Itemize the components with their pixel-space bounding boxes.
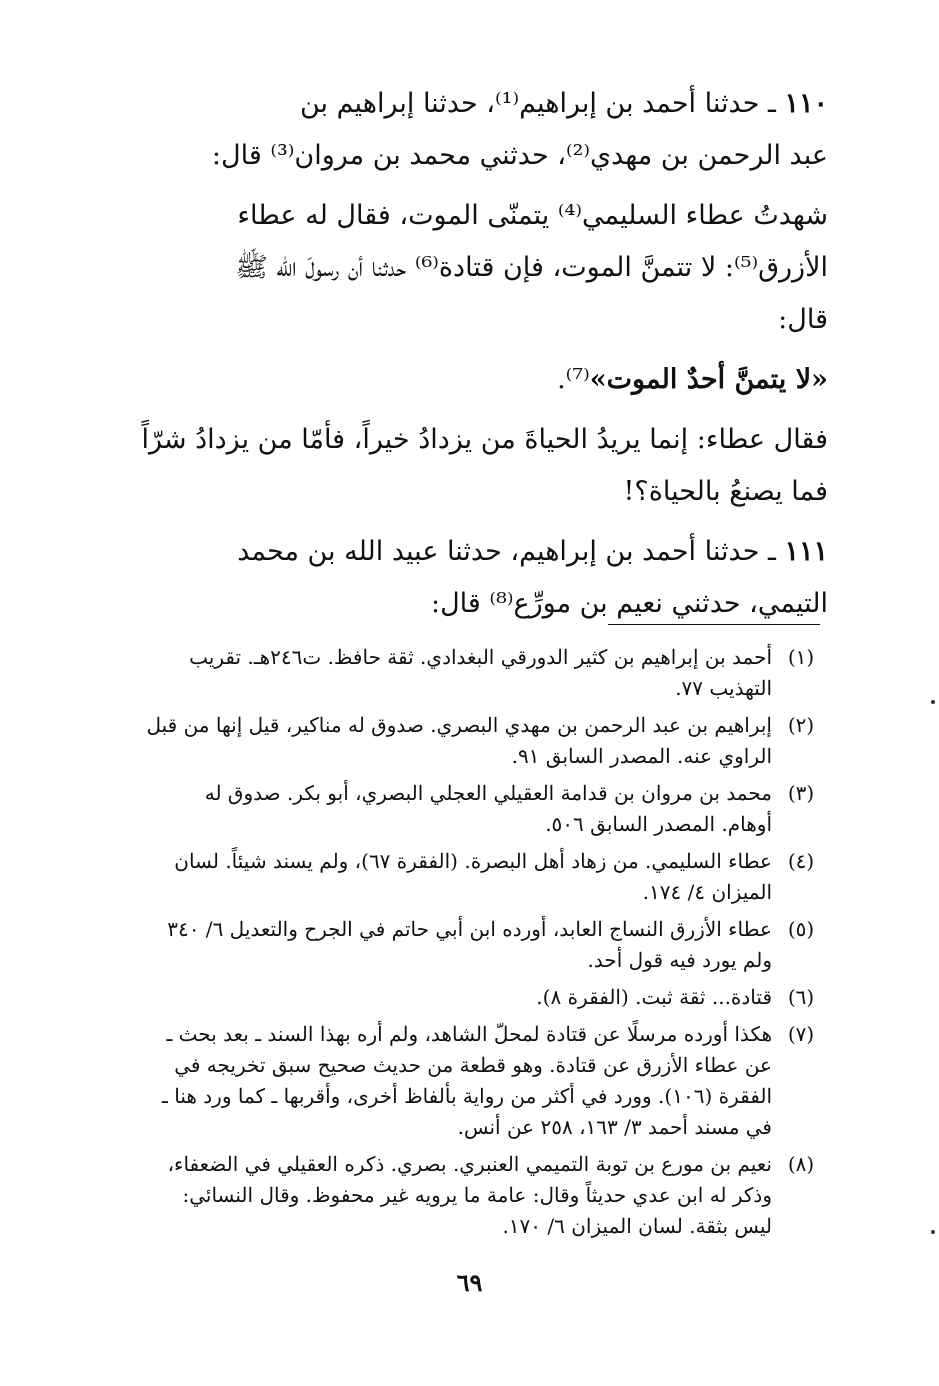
footnote-number: (٦) xyxy=(787,985,815,1009)
footnote-line: الفقرة (١٠٦). وورد في أكثر من رواية بألفاظ أخرى، وأقربها ـ كما ورد هنا ـ xyxy=(162,1084,772,1108)
footnote-number: (٢) xyxy=(787,713,815,737)
footnote-body xyxy=(130,778,772,840)
footnote-line: عن عطاء الأزرق عن قتادة. وهو قطعة من حديث صحيح سبق تخريجه في xyxy=(174,1053,772,1077)
footnote-line: التهذيب ٧٧. xyxy=(675,676,772,700)
footnote-number: (٨) xyxy=(787,1152,815,1176)
footnote-number: (٤) xyxy=(787,849,815,873)
footnote-line: ولم يورد فيه قول أحد. xyxy=(587,948,772,972)
footnote xyxy=(130,1149,830,1242)
paragraph-witness xyxy=(138,190,828,346)
text-line: الأزرق⁽⁵⁾: لا تتمنَّ الموت، فإن قتادة⁽⁶⁾ حدثنا أن رسولَ الله ﷺ xyxy=(235,252,828,283)
paragraph-111 xyxy=(138,526,828,630)
footnote-line: محمد بن مروان بن قدامة العقيلي العجلي البصري، أبو بكر. صدوق له xyxy=(204,781,772,805)
footnote-line: إبراهيم بن عبد الرحمن بن مهدي البصري. صدوق له مناكير، قيل إنها من قبل xyxy=(146,713,772,737)
hadith-footnote-ref: ⁽⁷⁾. xyxy=(557,364,590,395)
hadith-number: ١١١ xyxy=(784,536,828,567)
footnote xyxy=(130,1019,830,1143)
footnote-line: أحمد بن إبراهيم بن كثير الدورقي البغدادي. ثقة حافظ. ت٢٤٦هـ. تقريب xyxy=(189,645,772,669)
footnote-line: الميزان ٤/ ١٧٤. xyxy=(642,880,772,904)
footnote-body xyxy=(130,710,772,772)
text-line: قال: xyxy=(778,304,828,335)
scan-mark xyxy=(931,1230,935,1234)
footnote xyxy=(130,710,830,772)
footnote xyxy=(130,642,830,704)
footnote-number: (٥) xyxy=(787,917,815,941)
footnotes xyxy=(130,642,830,1248)
hadith-text: «لا يتمنَّ أحدٌ الموت» xyxy=(589,364,828,395)
footnote xyxy=(130,982,830,1013)
scan-mark xyxy=(931,700,935,704)
footnote-body xyxy=(130,846,772,908)
footnote-line: ليس بثقة. لسان الميزان ٦/ ١٧٠. xyxy=(502,1214,772,1238)
footnote-line: عطاء الأزرق النساج العابد، أورده ابن أبي حاتم في الجرح والتعديل ٦/ ٣٤٠ xyxy=(167,917,772,941)
footnote-line: هكذا أورده مرسلًا عن قتادة لمحلّ الشاهد، ولم أره بهذا السند ـ بعد بحث ـ xyxy=(166,1022,772,1046)
footnote-line: في مسند أحمد ٣/ ١٦٣، ٢٥٨ عن أنس. xyxy=(457,1115,772,1139)
footnote xyxy=(130,846,830,908)
footnote-body xyxy=(130,982,772,1013)
footnote-number: (٧) xyxy=(787,1022,815,1046)
footnote-body xyxy=(130,1019,772,1143)
footnote-line: عطاء السليمي. من زهاد أهل البصرة. (الفقرة ٦٧)، ولم يسند شيئاً. لسان xyxy=(174,849,772,873)
footnote-number: (٣) xyxy=(787,781,815,805)
text-line: ـ حدثنا أحمد بن إبراهيم، حدثنا عبيد الله بن محمد xyxy=(237,536,776,567)
hadith-quote xyxy=(138,354,828,406)
footnote-line: وذكر له ابن عدي حديثاً وقال: عامة ما يرويه غير محفوظ. وقال النسائي: xyxy=(182,1183,772,1207)
paragraph-110 xyxy=(138,78,828,182)
footnote-number: (١) xyxy=(787,645,815,669)
page-number: ٦٩ xyxy=(456,1268,483,1297)
footnote-line: أوهام. المصدر السابق ٥٠٦. xyxy=(545,812,772,836)
text-line: شهدتُ عطاء السليمي⁽⁴⁾ يتمنّى الموت، فقال له عطاء xyxy=(237,200,828,231)
footnote-line: قتادة... ثقة ثبت. (الفقرة ٨). xyxy=(536,985,772,1009)
text-line: التيمي، حدثني نعيم بن مورِّع⁽⁸⁾ قال: xyxy=(430,588,828,619)
text-line: ـ حدثنا أحمد بن إبراهيم⁽¹⁾، حدثنا إبراهيم بن xyxy=(299,88,776,119)
text-line: عبد الرحمن بن مهدي⁽²⁾، حدثني محمد بن مروان⁽³⁾ قال: xyxy=(211,140,828,171)
footnote-line: نعيم بن مورع بن توبة التميمي العنبري. بصري. ذكره العقيلي في الضعفاء، xyxy=(167,1152,772,1176)
footnote-separator xyxy=(608,624,820,625)
text-line: فقال عطاء: إنما يريدُ الحياةَ من يزدادُ خيراً، فأمّا من يزدادُ شرّاً xyxy=(141,424,828,455)
hadith-number: ١١٠ xyxy=(784,88,828,119)
footnote-body xyxy=(130,642,772,704)
main-text xyxy=(138,78,828,630)
footnote-body xyxy=(130,914,772,976)
footnote-line: الراوي عنه. المصدر السابق ٩١. xyxy=(511,744,772,768)
text-line: فما يصنعُ بالحياة؟! xyxy=(623,476,828,507)
footnote xyxy=(130,778,830,840)
footnote xyxy=(130,914,830,976)
footnote-body xyxy=(130,1149,772,1242)
paragraph-ata xyxy=(138,414,828,518)
